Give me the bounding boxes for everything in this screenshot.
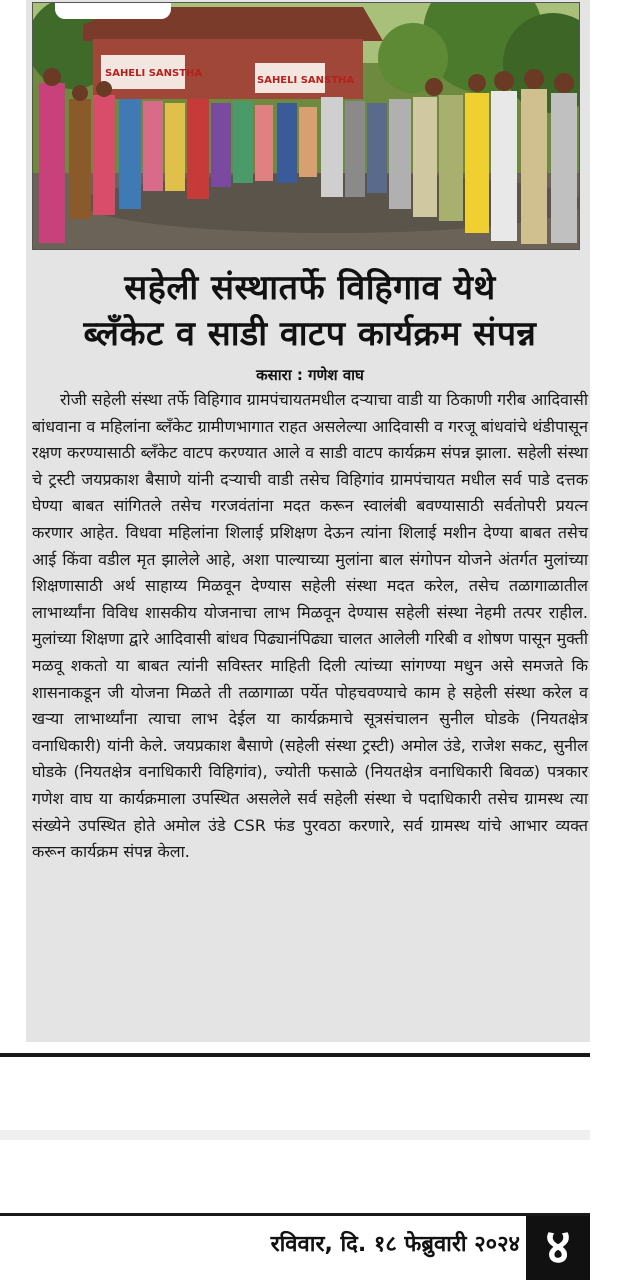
news-article [26,0,594,1042]
section-divider [0,1053,590,1057]
banner-right-text: SAHELI SANSTHA [257,75,355,86]
byline: कसारा : गणेश वाघ [256,366,364,384]
page-number: ४ [526,1216,590,1280]
banner-left-text: SAHELI SANSTHA [105,68,203,79]
article-photo [32,2,580,250]
photo-corner-tab [55,2,171,19]
headline-line-2: ब्लँकेट व साडी वाटप कार्यक्रम संपन्न [83,314,537,354]
footer-rule [0,1213,590,1216]
article-body: रोजी सहेली संस्था तर्फे विहिगाव ग्रामपंचायतमधील दऱ्याचा वाडी या ठिकाणी गरीब आदिवासी बांधवाना व महिलांना ब्लँकेट ग्रामीणभागात राहत असलेल्या आदिवासी व गरजू बांधवांचे थंडीपासून रक्षण करण्यासाठी ब्लँकेट वाटप करण्यात आले व साडी वाटप कार्यक्रम संपन्न झाला. सहेली संस्था चे ट्रस्टी जयप्रकाश बैसाणे यांनी दऱ्याची वाडी तसेच विहिगांव ग्रामपंचायत मधील सर्व पाडे दत्तक घेण्या बाबत सांगितले तसेच गरजवंतांना मदत करून स्वालंबी बवण्यासाठी सर्वतोपरी प्रयत्न करणार आहेत. विधवा महिलांना शिलाई प्रशिक्षण देऊन त्यांना शिलाई मशीन देण्या बाबत तसेच आई किंवा वडील मृत झालेले आहे, अशा पाल्याच्या मुलांना बाल संगोपन योजने अंतर्गत मुलांच्या शिक्षणासाठी अर्थ साहाय्य मिळवून देण्यास सहेली संस्था मदत करेल, तसेच तळागाळातील लाभार्थ्यांना विविध शासकीय योजनाचा लाभ मिळवून देण्यास सहेली संस्था नेहमी तत्पर राहील. मुलांच्या शिक्षणा द्वारे आदिवासी बांधव पिढ्यानंपिढ्या चालत आलेली गरिबी व शोषण पासून मुक्ती मळवू शकतो या बाबत त्यांनी सविस्तर माहिती दिली त्यांच्या सांगण्या मधुन असे समजते कि शासनाकडून जी योजना मिळते ती तळागाळा पर्येत पोहचवण्याचे काम हे सहेली संस्था करेल व खऱ्या लाभार्थ्यांना त्याचा लाभ देईल या कार्यक्रमाचे सूत्रसंचालन सुनील घोडके (नियतक्षेत्र वनाधिकारी) यांनी केले. जयप्रकाश बैसाणे (सहेली संस्था ट्रस्टी) अमोल उंडे, राजेश सकट, सुनील घोडके (नियतक्षेत्र वनाधिकारी विहिगांव), ज्योती फसाळे (नियतक्षेत्र वनाधिकारी बिवळ) पत्रकार गणेश वाघ या कार्यक्रमाला उपस्थित असलेले सर्व सहेली संस्था चे पदाधिकारी तसेच ग्रामस्थ त्या संख्येने उपस्थित होते अमोल उंडे CSR फंड पुरवठा करणारे, सर्व ग्रामस्थ यांचे आभार व्यक्त करून कार्यक्रम संपन्न केला. [32,390,588,862]
headline-line-1: सहेली संस्थातर्फे विहिगाव येथे [124,268,496,308]
page-gap-strip [0,1130,622,1140]
page-margin [590,0,622,1280]
issue-date: रविवार, दि. १८ फेब्रुवारी २०२४ [270,1232,520,1257]
